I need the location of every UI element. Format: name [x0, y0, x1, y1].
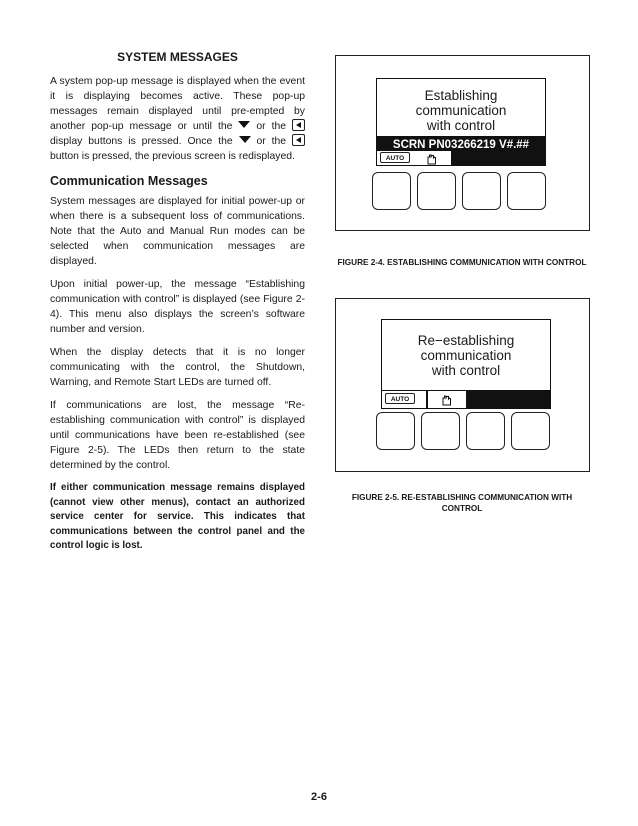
p1-text-e: button is pressed, the previous screen is redisplayed. [50, 151, 295, 162]
figure-establishing-communication [335, 55, 590, 231]
paragraph-initial-powerup: Upon initial power-up, the message “Establishing communication with control” is displayed (see Figure 2-4). This menu also displays the screen’s software number and version. [50, 279, 305, 335]
paragraph-no-communication: When the display detects that it is no longer communicating with the control, the Shutdown, Warning, and Remote Start LEDs are turned off. [50, 347, 305, 388]
auto-mode-icon: AUTO [380, 152, 410, 163]
hand-manual-icon [423, 152, 439, 163]
p1-text-c: display buttons is pressed. Once the [50, 136, 233, 147]
section-heading-system-messages: SYSTEM MESSAGES [117, 50, 238, 64]
left-column [50, 50, 305, 562]
p1-text-a: A system pop-up message is displayed when the event it is displaying becomes active. These pop-up messages remain displayed until pre-empted by another pop-up message or until the [50, 76, 305, 132]
paragraph-communications-lost: If communications are lost, the message “Re-establishing communication with control” is displayed until communications have been re-established (see Figure 2-5). The LEDs then return to the state determined by the control. [50, 400, 305, 471]
hand-manual-icon [438, 393, 454, 404]
screen-line-3: with control [426, 118, 496, 133]
paragraph-service-warning: If either communication message remains displayed (cannot view other menus), contact an authorized service center for service. This indicates that communications between the control panel and the control logic is lost. [50, 482, 305, 551]
status-bar-shaded-area [466, 391, 550, 408]
display-screen [376, 78, 546, 166]
left-arrow-button-icon [292, 134, 305, 146]
auto-mode-icon: AUTO [385, 393, 415, 404]
display-button-3[interactable] [466, 412, 505, 450]
display-button-4[interactable] [507, 172, 546, 210]
figure-2-4-caption: FIGURE 2-4. ESTABLISHING COMMUNICATION WITH CONTROL [337, 258, 587, 267]
display-button-2[interactable] [421, 412, 460, 450]
subheading-communication-messages: Communication Messages [50, 174, 208, 188]
display-button-3[interactable] [462, 172, 501, 210]
left-arrow-button-icon [292, 119, 305, 131]
screen-line-2: communication [415, 103, 507, 118]
software-version-band: SCRN PN03266219 V#.## [377, 136, 545, 154]
display-button-1[interactable] [372, 172, 411, 210]
status-divider [426, 391, 428, 408]
display-button-1[interactable] [376, 412, 415, 450]
screen-message [377, 79, 545, 133]
down-triangle-icon [238, 121, 250, 128]
display-screen [381, 319, 551, 409]
display-button-4[interactable] [511, 412, 550, 450]
figure-2-5-caption: FIGURE 2-5. RE-ESTABLISHING COMMUNICATION WITH CONTROL [351, 493, 573, 513]
figure-reestablishing-communication [335, 298, 590, 472]
down-triangle-icon [239, 136, 251, 143]
screen-line-3: with control [431, 363, 501, 378]
screen-line-2: communication [420, 348, 512, 363]
status-bar [382, 390, 550, 408]
p1-text-b: or the [256, 121, 287, 132]
screen-line-1: Re−establishing [417, 333, 515, 348]
p1-text-d: or the [256, 136, 287, 147]
paragraph-popup-messages [50, 74, 305, 164]
status-bar-shaded-area [451, 151, 545, 165]
status-bar [377, 151, 545, 165]
page-number: 2-6 [311, 791, 327, 803]
screen-message [382, 320, 550, 378]
screen-line-1: Establishing [424, 88, 498, 103]
display-button-2[interactable] [417, 172, 456, 210]
paragraph-system-messages: System messages are displayed for initial power-up or when there is a subsequent loss of communications. Note that the Auto and Manual Run modes can be selected when communication messages are displayed. [50, 196, 305, 267]
display-buttons-row [376, 412, 550, 450]
display-buttons-row [372, 172, 546, 210]
